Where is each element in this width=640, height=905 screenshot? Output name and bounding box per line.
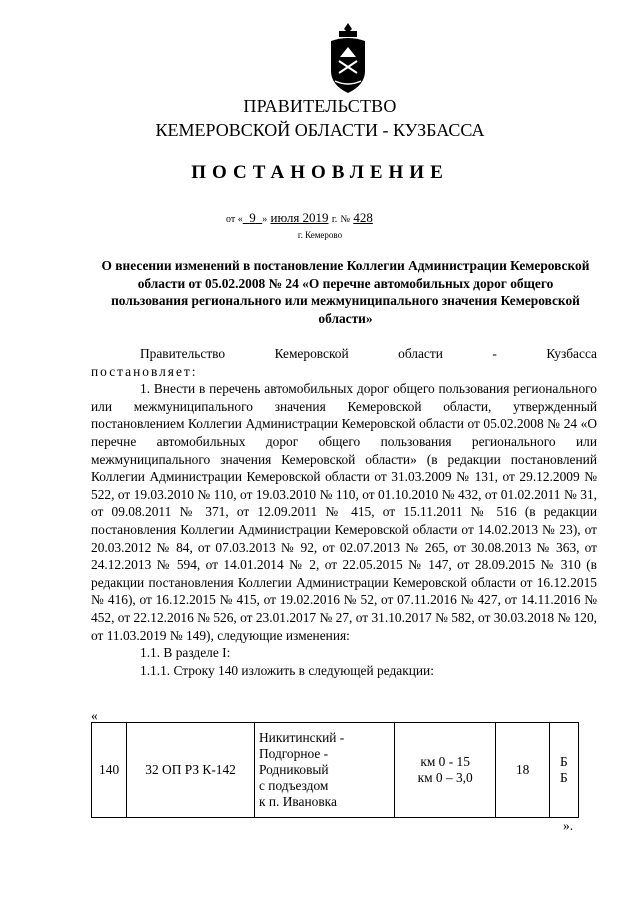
date-line [226, 210, 373, 226]
intro-verb: постановляет: [91, 363, 198, 379]
item-1-1-1: 1.1.1. Строку 140 изложить в следующей редакции: [140, 662, 434, 678]
date-prefix: от « [226, 214, 243, 225]
road-km: км 0 - 15 км 0 – 3,0 [394, 723, 496, 818]
document-title: О внесении изменений в постановление Коллегии Администрации Кемеровской области от 05.02.2008 № 24 «О перечне автомобильных дорог общего пользования регионального или межмуниципального значения Кемеровской области» [101, 258, 590, 326]
quote-close: ». [563, 818, 574, 833]
coat-of-arms-emblem [325, 21, 371, 95]
table-row [92, 723, 579, 818]
date-mid: » [262, 214, 268, 225]
number-label: № [340, 214, 351, 225]
road-name: Никитинский - Подгорное - Родниковый с подъездом к п. Ивановка [254, 723, 394, 818]
org-name-line1: ПРАВИТЕЛЬСТВО [243, 96, 397, 116]
row-number: 140 [92, 723, 127, 818]
road-length: 18 [496, 723, 549, 818]
item-1: 1. Внести в перечень автомобильных дорог общего пользования регионального или межмуниципального значения Кемеровской области, утвержденный постановлением Коллегии Администрации Кемеровской области от 05.02.2008 № 24 «О перечне автомобильных дорог общего пользования регионального или межмуниципального значения Кемеровской области» (в редакции постановлений Коллегии Администрации Кемеровской области от 31.03.2009 № 131, от 29.12.2009 № 522, от 19.03.2010 № 110, от 19.03.2010 № 110, от 01.10.2010 № 432, от 01.02.2011 № 31, от 09.08.2011 № 371, от 12.09.2011 № 415, от 15.11.2011 № 516 (в редакции постановления Коллегии Администрации Кемеровской области от 14.02.2013 № 23), от 20.03.2012 № 84, от 07.03.2013 № 92, от 02.07.2013 № 265, от 30.08.2013 № 363, от 24.12.2013 № 594, от 14.01.2014 № 2, от 22.05.2015 № 147, от 28.09.2015 № 310 (в редакции постановления Коллегии Администрации Кемеровской области от 16.12.2015 № 416), от 16.12.2015 № 415, от 19.02.2016 № 52, от 07.11.2016 № 427, от 14.11.2016 № 452, от 22.12.2016 № 526, от 23.01.2017 № 27, от 31.10.2017 № 582, от 30.03.2018 № 120, от 11.03.2019 № 149), следующие изменения: [91, 381, 597, 643]
year-suffix: г. [331, 214, 338, 225]
road-category: Б Б [549, 723, 578, 818]
date-month-year: июля 2019 [270, 210, 329, 225]
document-type: ПОСТАНОВЛЕНИЕ [191, 162, 449, 183]
quote-open: « [91, 708, 98, 723]
org-name-line2: КЕМЕРОВСКОЙ ОБЛАСТИ - КУЗБАССА [155, 120, 485, 140]
document-number: 428 [353, 210, 373, 225]
item-1-1: 1.1. В разделе I: [140, 645, 231, 661]
date-day: 9 [249, 210, 256, 225]
city: г. Кемерово [297, 230, 343, 240]
road-table [91, 722, 579, 818]
document-body [91, 345, 597, 679]
road-code: 32 ОП РЗ К-142 [127, 723, 255, 818]
intro-line: Правительство Кемеровской области - Кузбасса [140, 346, 597, 361]
